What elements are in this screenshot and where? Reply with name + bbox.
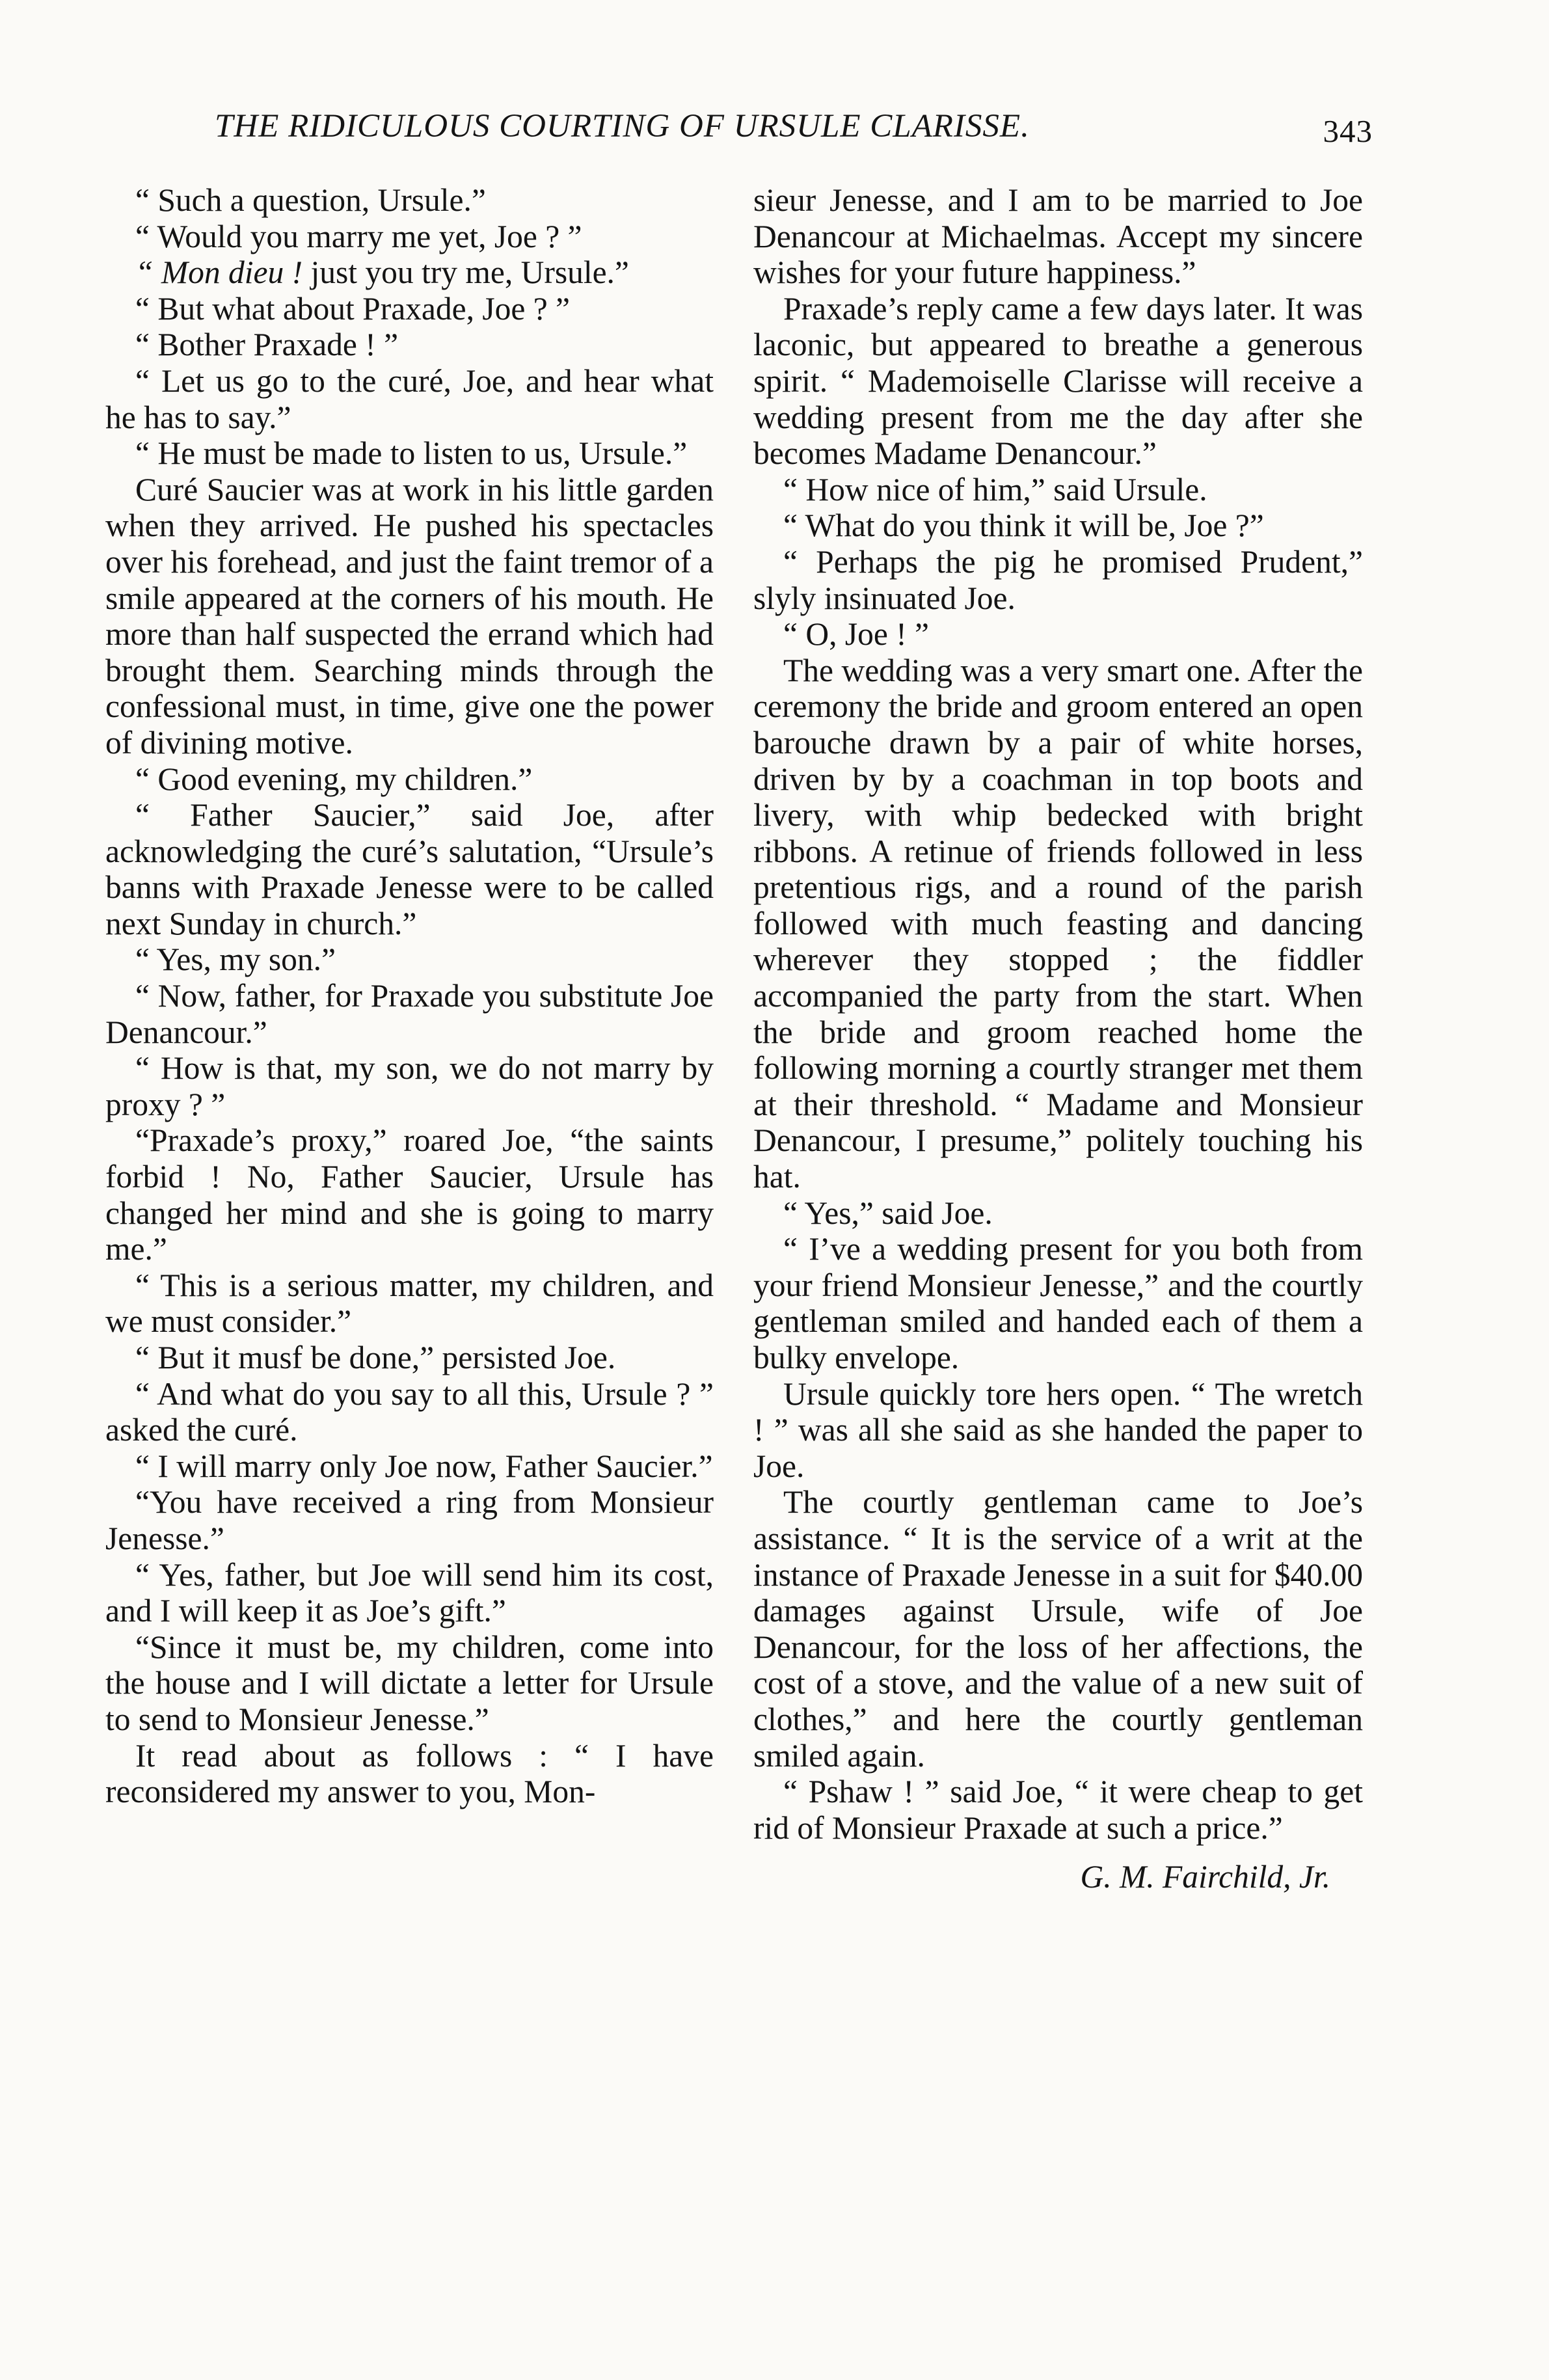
paragraph: “ O, Joe ! ” (783, 616, 930, 653)
paragraph: “ Yes, my son.” (135, 941, 336, 978)
paragraph: “Since it must be, my children, come into the house and I will dictate a letter for Ursule to send to Monsieur Jenesse.” (105, 1629, 714, 1737)
paragraph (105, 254, 714, 291)
paragraph: “ Good evening, my children.” (135, 761, 533, 797)
paragraph: “ Let us go to the curé, Joe, and hear what he has to say.” (105, 362, 714, 435)
paragraph: “ Bother Praxade ! ” (135, 327, 399, 363)
paragraph: “ Now, father, for Praxade you substitute Joe Denancour.” (105, 978, 714, 1050)
paragraph: “ Yes, father, but Joe will send him its cost, and I will keep it as Joe’s gift.” (105, 1556, 714, 1629)
paragraph: “ He must be made to listen to us, Ursule.” (135, 435, 688, 472)
paragraph: “You have received a ring from Monsieur Jenesse.” (105, 1484, 714, 1556)
paragraph: Praxade’s reply came a few days later. It was laconic, but appeared to breathe a generous spirit. “ Mademoiselle Clarisse will receive a wedding present from me the day after she becomes Madame Denancour.” (753, 290, 1363, 472)
paragraph: “ How nice of him,” said Ursule. (783, 471, 1207, 507)
italic-phrase: “ Mon dieu ! (135, 254, 303, 291)
left-column (105, 182, 714, 1810)
paragraph: “ This is a serious matter, my children, and we must consider.” (105, 1267, 714, 1340)
paragraph: Ursule quickly tore hers open. “ The wretch ! ” was all she said as she handed the paper to Joe. (753, 1375, 1363, 1484)
paragraph: “ Yes,” said Joe. (783, 1195, 993, 1231)
paragraph: “ And what do you say to all this, Ursule ? ” asked the curé. (105, 1375, 714, 1448)
paragraph: “ Would you marry me yet, Joe ? ” (135, 218, 582, 254)
paragraph: The wedding was a very smart one. After the ceremony the bride and groom entered an open barouche drawn by a pair of white horses, driven by by a coachman in top boots and livery, with whip bedecked with bright ribbons. A retinue of friends followed in less pretentious rigs, and a round of the parish followed with much feasting and dancing wherever they stopped ; the fiddler accompanied the party from the start. When the bride and groom reached home the following morning a courtly stranger met them at their threshold. “ Madame and Monsieur Denancour, I presume,” politely touching his hat. (753, 652, 1363, 1195)
author-signature: G. M. Fairchild, Jr. (1080, 1859, 1330, 1895)
paragraph: “ Father Saucier,” said Joe, after acknowledging the curé’s salutation, “Ursule’s banns with Praxade Jenesse were to be called next Sunday in church.” (105, 797, 714, 941)
page-number: 343 (1323, 113, 1373, 149)
right-column (753, 182, 1363, 1895)
paragraph: “ I’ve a wedding present for you both from your friend Monsieur Jenesse,” and the courtly gentleman smiled and handed each of them a bulky envelope. (753, 1231, 1363, 1375)
paragraph: “ I will marry only Joe now, Father Saucier.” (135, 1448, 713, 1484)
paragraph: “ Such a question, Ursule.” (135, 182, 486, 218)
paragraph: “ How is that, my son, we do not marry by proxy ? ” (105, 1050, 714, 1122)
paragraph: “ But it musf be done,” persisted Joe. (135, 1340, 616, 1375)
paragraph-continued: sieur Jenesse, and I am to be married to Joe Denancour at Michaelmas. Accept my sincere wishes for your future happiness.” (753, 182, 1363, 291)
paragraph-text: just you try me, Ursule.” (303, 254, 629, 291)
paragraph: It read about as follows : “ I have reconsidered my answer to you, Mon- (105, 1737, 714, 1810)
paragraph: “ Perhaps the pig he promised Prudent,” slyly insinuated Joe. (753, 543, 1363, 616)
paragraph: The courtly gentleman came to Joe’s assistance. “ It is the service of a writ at the instance of Praxade Jenesse in a suit for $40.00 damages against Ursule, wife of Joe Denancour, for the loss of her affections, the cost of a stove, and the value of a new suit of clothes,” and here the courtly gentleman smiled again. (753, 1484, 1363, 1774)
paragraph: “ But what about Praxade, Joe ? ” (135, 290, 571, 327)
running-header (215, 107, 1373, 149)
paragraph: “Praxade’s proxy,” roared Joe, “the saints forbid ! No, Father Saucier, Ursule has changed her mind and she is going to marry me.” (105, 1122, 714, 1267)
running-title: THE RIDICULOUS COURTING OF URSULE CLARISSE. (215, 108, 1030, 144)
paragraph: “ What do you think it will be, Joe ?” (783, 507, 1264, 544)
paragraph: “ Pshaw ! ” said Joe, “ it were cheap to get rid of Monsieur Praxade at such a price.” (753, 1774, 1363, 1846)
paragraph: Curé Saucier was at work in his little garden when they arrived. He pushed his spectacles over his forehead, and just the faint tremor of a smile appeared at the corners of his mouth. He more than half suspected the errand which had brought them. Searching minds through the confessional must, in time, give one the power of divining motive. (105, 471, 714, 761)
